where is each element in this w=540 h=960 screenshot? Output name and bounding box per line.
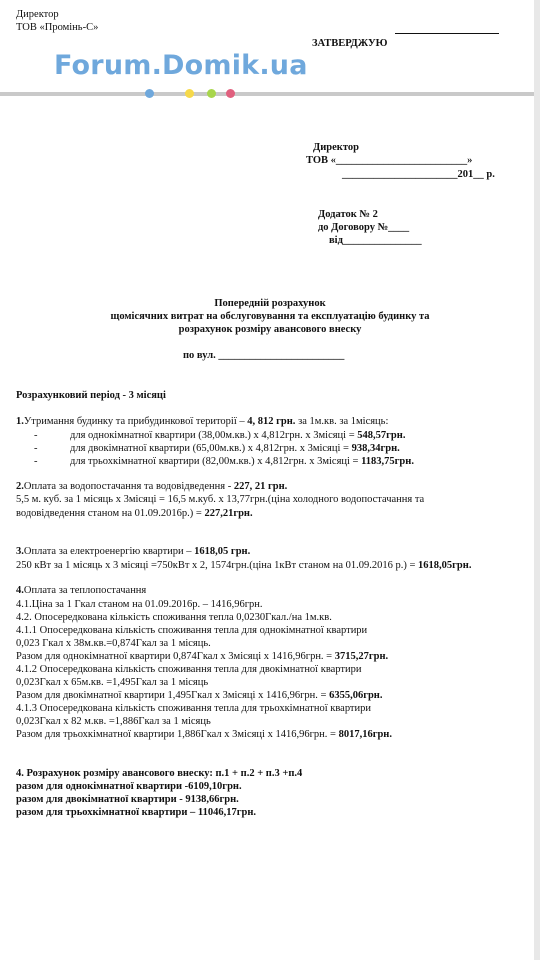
header-company: ТОВ «Промінь-С» <box>16 22 99 33</box>
rb-from: від_______________ <box>329 235 422 246</box>
header-director: Директор <box>16 9 59 20</box>
s4-l6: 4.1.2 Опосередкована кількість споживання тепла для двокімнатної квартири <box>16 664 362 675</box>
watermark-logo: Forum.Domik.ua <box>54 50 308 81</box>
approve-label: ЗАТВЕРДЖУЮ <box>312 38 388 49</box>
watermark-dot-blue <box>145 89 154 98</box>
s4-l4: 0,023 Гкал х 38м.кв.=0,874Гкал за 1 місяць. <box>16 638 211 649</box>
s1-rest: за 1м.кв. за 1місяць: <box>295 416 389 427</box>
s4-l7: 0,023Гкал х 65м.кв. =1,495Гкал за 1 місяць <box>16 677 209 688</box>
s1-item: - для двокімнатної квартири (65,00м.кв.) х 4,812грн. х 3місяці = 938,34грн. <box>34 443 400 454</box>
s4-l8: Разом для двокімнатної квартири 1,495Гкал х 3місяці х 1416,96грн. = 6355,06грн. <box>16 690 383 701</box>
s4-l5: Разом для однокімнатної квартири 0,874Гкал х 3місяці х 1416,96грн. = 3715,27грн. <box>16 651 389 662</box>
summary-row: разом для двокімнатної квартири - 9138,66грн. <box>16 794 239 805</box>
rb-annex: Додаток № 2 <box>318 209 378 220</box>
rb-contract: до Договору №____ <box>318 222 410 233</box>
title-street: по вул. ________________________ <box>183 350 345 361</box>
s4-l2: 4.2. Опосередкована кількість споживання тепла 0,0230Гкал./на 1м.кв. <box>16 612 332 623</box>
s1-item: - для трьохкімнатної квартири (82,00м.кв.) х 4,812грн. х 3місяці = 1183,75грн. <box>34 456 414 467</box>
s1-item: - для однокімнатної квартири (38,00м.кв.) х 4,812грн. х 3місяці = 548,57грн. <box>34 430 406 441</box>
s2-heading: 2.Оплата за водопостачання та водовідведення - 227, 21 грн. <box>16 481 288 492</box>
title-line3: розрахунок розміру авансового внеску <box>178 324 362 335</box>
rb-director: Директор <box>313 142 359 153</box>
period: Розрахунковий період - 3 місяці <box>16 390 166 401</box>
s1-amount: 4, 812 грн. <box>247 416 296 427</box>
s4-l11: Разом для трьохкімнатної квартири 1,886Гкал х 3місяці х 1416,96грн. = 8017,16грн. <box>16 729 392 740</box>
s1-text: Утримання будинку та прибудинкової території – <box>23 416 248 427</box>
watermark-dot-pink <box>226 89 235 98</box>
s1-heading <box>16 415 388 428</box>
s3-line2: 250 кВт за 1 місяць х 3 місяці =750кВт х 2, 1574грн.(ціна 1кВт станом на 01.09.2016 р.) = 1618,05грн. <box>16 560 472 571</box>
signature-line <box>395 33 499 34</box>
page-edge-shadow <box>534 0 540 960</box>
s4-l3: 4.1.1 Опосередкована кількість споживання тепла для однокімнатної квартири <box>16 625 368 636</box>
rb-company: ТОВ «_________________________» <box>306 155 473 166</box>
s3-heading: 3.Оплата за електроенергію квартири – 1618,05 грн. <box>16 546 251 557</box>
summary-title: 4. Розрахунок розміру авансового внеску: п.1 + п.2 + п.3 +п.4 <box>16 768 303 779</box>
title-line2: щомісячних витрат на обслуговування та експлуатацію будинку та <box>110 311 430 322</box>
title-line1: Попередній розрахунок <box>214 298 326 309</box>
s4-heading: 4.Оплата за теплопостачання <box>16 585 147 596</box>
s2-line2: 5,5 м. куб. за 1 місяць х 3місяці = 16,5 м.куб. х 13,77грн.(ціна холодного водопостачання та <box>16 494 425 505</box>
summary-row: разом для трьохкімнатної квартири – 11046,17грн. <box>16 807 256 818</box>
watermark-dot-green <box>207 89 216 98</box>
s2-line3: водовідведення станом на 01.09.2016р.) = 227,21грн. <box>16 508 253 519</box>
s1-num: 1. <box>16 416 24 427</box>
s4-l9: 4.1.3 Опосередкована кількість споживання тепла для трьохкімнатної квартири <box>16 703 372 714</box>
watermark-bar <box>0 92 540 96</box>
s4-l1: 4.1.Ціна за 1 Гкал станом на 01.09.2016р. – 1416,96грн. <box>16 599 263 610</box>
summary-row: разом для однокімнатної квартири -6109,10грн. <box>16 781 242 792</box>
rb-date: ______________________201__ р. <box>342 169 495 180</box>
watermark-dot-yellow <box>185 89 194 98</box>
s4-l10: 0,023Гкал х 82 м.кв. =1,886Гкал за 1 місяць <box>16 716 211 727</box>
